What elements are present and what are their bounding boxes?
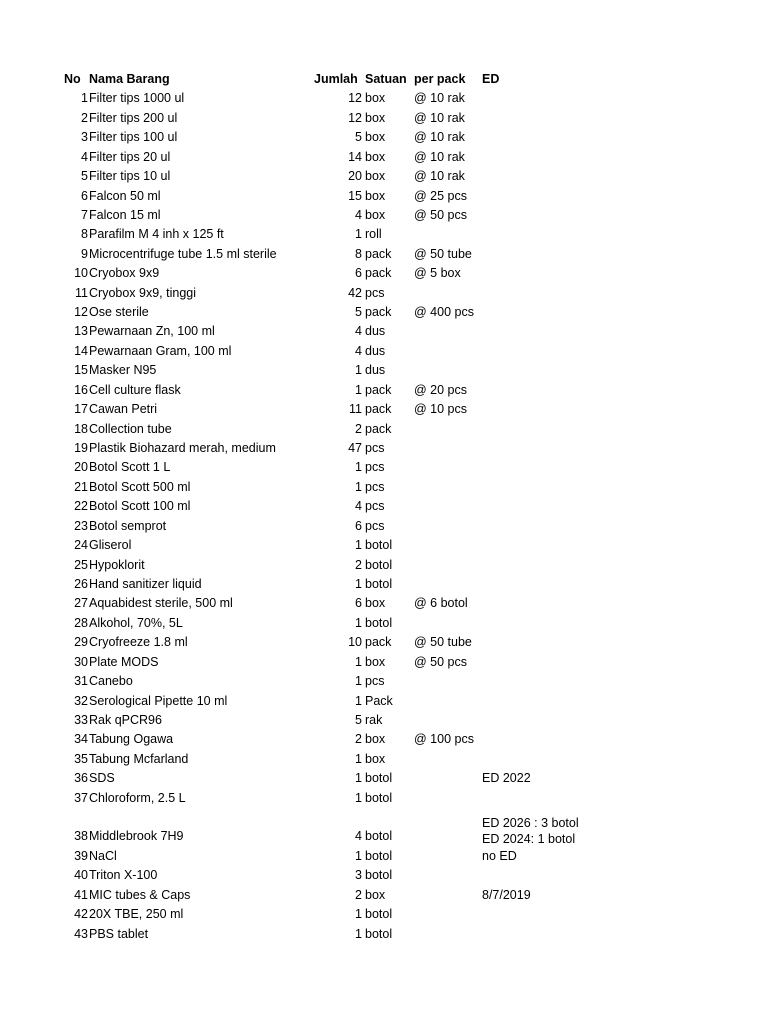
row-nama-barang: 20X TBE, 250 ml (89, 907, 184, 922)
row-per-pack: @ 100 pcs (414, 732, 474, 747)
row-jumlah: 1 (355, 538, 362, 553)
row-per-pack: @ 10 rak (414, 91, 465, 106)
table-row (0, 206, 768, 225)
row-jumlah: 4 (355, 324, 362, 339)
row-ed (482, 847, 517, 866)
header-ed: ED (482, 72, 500, 86)
row-nama-barang: Pewarnaan Zn, 100 ml (89, 324, 215, 339)
row-ed (482, 815, 579, 847)
table-row (0, 750, 768, 769)
row-nama-barang: Parafilm M 4 inh x 125 ft (89, 227, 224, 242)
row-nama-barang: Filter tips 200 ul (89, 110, 178, 125)
row-nama-barang: Falcon 15 ml (89, 207, 161, 222)
row-jumlah: 1 (355, 654, 362, 669)
row-jumlah: 12 (348, 110, 362, 125)
row-nama-barang: Plate MODS (89, 654, 159, 669)
row-satuan: box (365, 596, 386, 611)
row-no: 40 (74, 868, 88, 883)
row-no: 2 (81, 110, 88, 125)
row-no: 11 (75, 285, 88, 300)
row-jumlah: 5 (355, 130, 362, 145)
row-jumlah: 1 (355, 926, 362, 941)
row-satuan: botol (365, 829, 393, 844)
table-row (0, 381, 768, 400)
row-nama-barang: Triton X-100 (89, 868, 158, 883)
row-jumlah: 6 (355, 596, 362, 611)
row-satuan: pack (365, 382, 392, 397)
header-per-pack: per pack (414, 72, 466, 86)
row-per-pack: @ 50 pcs (414, 654, 467, 669)
row-no: 4 (81, 149, 88, 164)
row-no: 1 (81, 91, 88, 106)
row-nama-barang: Gliserol (89, 538, 132, 553)
row-jumlah: 5 (355, 305, 362, 320)
row-satuan: box (365, 130, 386, 145)
table-header-row (0, 70, 768, 89)
row-no: 24 (74, 538, 88, 553)
row-no: 32 (74, 693, 88, 708)
row-satuan: pack (365, 305, 392, 320)
row-no: 28 (74, 615, 88, 630)
table-row (0, 847, 768, 866)
row-jumlah: 1 (355, 907, 362, 922)
row-jumlah: 6 (355, 518, 362, 533)
row-nama-barang: PBS tablet (89, 926, 149, 941)
row-no: 10 (74, 266, 88, 281)
row-nama-barang: Filter tips 100 ul (89, 130, 178, 145)
row-jumlah: 4 (355, 343, 362, 358)
table-row (0, 789, 768, 808)
header-jumlah: Jumlah (314, 72, 358, 86)
table-row (0, 517, 768, 536)
row-jumlah: 1 (355, 771, 362, 786)
row-nama-barang: Rak qPCR96 (89, 712, 162, 727)
row-jumlah: 1 (355, 751, 362, 766)
row-no: 17 (74, 402, 88, 417)
row-nama-barang: NaCl (89, 848, 117, 863)
row-nama-barang: Pewarnaan Gram, 100 ml (89, 343, 232, 358)
row-per-pack: @ 10 pcs (414, 402, 467, 417)
row-per-pack: @ 10 rak (414, 169, 465, 184)
row-ed-line: ED 2022 (482, 771, 531, 786)
row-jumlah: 15 (348, 188, 362, 203)
table-row (0, 128, 768, 147)
row-no: 20 (74, 460, 88, 475)
row-no: 7 (81, 207, 88, 222)
row-satuan: botol (365, 538, 393, 553)
table-row (0, 420, 768, 439)
inventory-table (0, 70, 768, 944)
table-row (0, 439, 768, 458)
table-row (0, 730, 768, 749)
row-no: 35 (74, 751, 88, 766)
row-jumlah: 1 (355, 479, 362, 494)
row-jumlah: 12 (348, 91, 362, 106)
row-per-pack: @ 10 rak (414, 110, 465, 125)
row-jumlah: 1 (355, 227, 362, 242)
row-ed (482, 769, 531, 788)
row-satuan: pack (365, 635, 392, 650)
row-nama-barang: Hypoklorit (89, 557, 145, 572)
row-nama-barang: Botol Scott 1 L (89, 460, 171, 475)
row-nama-barang: Falcon 50 ml (89, 188, 161, 203)
row-satuan: botol (365, 790, 393, 805)
row-per-pack: @ 50 tube (414, 246, 472, 261)
row-jumlah: 2 (355, 887, 362, 902)
row-satuan: botol (365, 557, 393, 572)
row-no: 26 (74, 576, 88, 591)
row-no: 43 (74, 926, 88, 941)
row-nama-barang: Plastik Biohazard merah, medium (89, 441, 276, 456)
row-satuan: pack (365, 246, 392, 261)
row-per-pack: @ 20 pcs (414, 382, 467, 397)
table-row (0, 866, 768, 885)
row-per-pack: @ 10 rak (414, 130, 465, 145)
row-per-pack: @ 25 pcs (414, 188, 467, 203)
row-no: 36 (74, 771, 88, 786)
row-satuan: botol (365, 576, 393, 591)
row-nama-barang: Collection tube (89, 421, 172, 436)
row-jumlah: 1 (355, 382, 362, 397)
table-row (0, 264, 768, 283)
row-nama-barang: Botol semprot (89, 518, 167, 533)
table-row (0, 458, 768, 477)
row-satuan: pack (365, 421, 392, 436)
row-ed (482, 886, 531, 905)
row-jumlah: 4 (355, 829, 362, 844)
row-jumlah: 3 (355, 868, 362, 883)
row-satuan: pcs (365, 285, 385, 300)
row-no: 31 (74, 674, 88, 689)
row-no: 9 (81, 246, 88, 261)
row-satuan: box (365, 110, 386, 125)
table-row (0, 478, 768, 497)
header-no: No (64, 72, 81, 86)
row-satuan: box (365, 654, 386, 669)
row-satuan: pcs (365, 460, 385, 475)
row-jumlah: 20 (348, 169, 362, 184)
table-row (0, 342, 768, 361)
table-row (0, 594, 768, 613)
row-nama-barang: Alkohol, 70%, 5L (89, 615, 183, 630)
row-jumlah: 5 (355, 712, 362, 727)
row-nama-barang: Middlebrook 7H9 (89, 829, 184, 844)
row-no: 14 (74, 343, 88, 358)
row-nama-barang: Masker N95 (89, 363, 157, 378)
row-nama-barang: Microcentrifuge tube 1.5 ml sterile (89, 246, 277, 261)
row-no: 37 (74, 790, 88, 805)
row-jumlah: 2 (355, 732, 362, 747)
row-satuan: rak (365, 712, 383, 727)
row-satuan: box (365, 149, 386, 164)
row-jumlah: 1 (355, 790, 362, 805)
table-row (0, 167, 768, 186)
row-nama-barang: Hand sanitizer liquid (89, 576, 202, 591)
row-jumlah: 1 (355, 674, 362, 689)
row-no: 8 (81, 227, 88, 242)
row-no: 12 (74, 305, 88, 320)
row-jumlah: 2 (355, 421, 362, 436)
row-nama-barang: Cawan Petri (89, 402, 158, 417)
row-nama-barang: Cryofreeze 1.8 ml (89, 635, 188, 650)
table-row (0, 905, 768, 924)
table-row (0, 692, 768, 711)
row-no: 5 (81, 169, 88, 184)
row-nama-barang: Cryobox 9x9, tinggi (89, 285, 197, 300)
row-jumlah: 42 (348, 285, 362, 300)
row-no: 25 (74, 557, 88, 572)
row-no: 3 (81, 130, 88, 145)
table-row (0, 769, 768, 788)
row-satuan: pcs (365, 441, 385, 456)
table-row (0, 925, 768, 944)
row-no: 16 (74, 382, 88, 397)
row-jumlah: 8 (355, 246, 362, 261)
row-satuan: pack (365, 402, 392, 417)
row-ed-line: ED 2024: 1 botol (482, 831, 576, 846)
row-no: 38 (74, 829, 88, 844)
row-satuan: box (365, 751, 386, 766)
row-satuan: roll (365, 227, 382, 242)
row-jumlah: 10 (348, 635, 362, 650)
table-body (0, 89, 768, 944)
row-jumlah: 47 (348, 441, 362, 456)
table-row (0, 361, 768, 380)
row-nama-barang: Botol Scott 100 ml (89, 499, 191, 514)
table-row (0, 187, 768, 206)
row-nama-barang: MIC tubes & Caps (89, 887, 191, 902)
row-satuan: botol (365, 848, 393, 863)
row-satuan: box (365, 169, 386, 184)
row-no: 29 (74, 635, 88, 650)
row-satuan: pcs (365, 674, 385, 689)
row-jumlah: 1 (355, 615, 362, 630)
row-nama-barang: Canebo (89, 674, 133, 689)
table-row (0, 400, 768, 419)
row-per-pack: @ 50 tube (414, 635, 472, 650)
row-ed-line: no ED (482, 848, 517, 863)
row-no: 13 (74, 324, 88, 339)
row-nama-barang: Cell culture flask (89, 382, 181, 397)
row-no: 18 (74, 421, 88, 436)
row-no: 41 (74, 887, 88, 902)
row-no: 34 (74, 732, 88, 747)
row-satuan: box (365, 91, 386, 106)
row-satuan: box (365, 887, 386, 902)
table-row (0, 497, 768, 516)
row-jumlah: 1 (355, 363, 362, 378)
row-nama-barang: Aquabidest sterile, 500 ml (89, 596, 233, 611)
row-satuan: botol (365, 907, 393, 922)
row-no: 30 (74, 654, 88, 669)
row-nama-barang: Tabung Mcfarland (89, 751, 189, 766)
row-per-pack: @ 10 rak (414, 149, 465, 164)
row-satuan: pack (365, 266, 392, 281)
table-row (0, 245, 768, 264)
row-jumlah: 14 (348, 149, 362, 164)
row-satuan: botol (365, 771, 393, 786)
row-nama-barang: Ose sterile (89, 305, 149, 320)
row-satuan: pcs (365, 518, 385, 533)
row-nama-barang: Cryobox 9x9 (89, 266, 160, 281)
row-no: 21 (74, 479, 88, 494)
table-row (0, 672, 768, 691)
table-row (0, 653, 768, 672)
row-no: 33 (74, 712, 88, 727)
row-no: 23 (74, 518, 88, 533)
table-row (0, 225, 768, 244)
row-nama-barang: Serological Pipette 10 ml (89, 693, 228, 708)
row-jumlah: 1 (355, 576, 362, 591)
row-satuan: dus (365, 324, 386, 339)
table-row (0, 808, 768, 847)
row-per-pack: @ 400 pcs (414, 305, 474, 320)
row-per-pack: @ 5 box (414, 266, 461, 281)
table-row (0, 109, 768, 128)
row-satuan: box (365, 188, 386, 203)
row-jumlah: 1 (355, 460, 362, 475)
row-no: 27 (74, 596, 88, 611)
row-jumlah: 4 (355, 499, 362, 514)
row-no: 22 (74, 499, 88, 514)
table-row (0, 575, 768, 594)
table-row (0, 89, 768, 108)
row-nama-barang: Filter tips 20 ul (89, 149, 171, 164)
row-satuan: dus (365, 363, 386, 378)
row-satuan: box (365, 207, 386, 222)
row-jumlah: 6 (355, 266, 362, 281)
row-jumlah: 4 (355, 207, 362, 222)
row-jumlah: 1 (355, 848, 362, 863)
row-no: 15 (74, 363, 88, 378)
row-no: 6 (81, 188, 88, 203)
row-ed-line: 8/7/2019 (482, 887, 531, 902)
row-satuan: dus (365, 343, 386, 358)
row-nama-barang: SDS (89, 771, 115, 786)
row-ed-line: ED 2026 : 3 botol (482, 815, 579, 830)
table-row (0, 886, 768, 905)
table-row (0, 633, 768, 652)
row-nama-barang: Filter tips 1000 ul (89, 91, 185, 106)
table-row (0, 148, 768, 167)
row-nama-barang: Botol Scott 500 ml (89, 479, 191, 494)
table-row (0, 711, 768, 730)
table-row (0, 284, 768, 303)
table-row (0, 322, 768, 341)
row-satuan: pcs (365, 499, 385, 514)
row-satuan: pcs (365, 479, 385, 494)
row-satuan: box (365, 732, 386, 747)
row-satuan: Pack (365, 693, 393, 708)
row-nama-barang: Filter tips 10 ul (89, 169, 171, 184)
row-jumlah: 11 (349, 402, 362, 417)
row-no: 39 (74, 848, 88, 863)
row-nama-barang: Tabung Ogawa (89, 732, 174, 747)
table-row (0, 556, 768, 575)
table-row (0, 614, 768, 633)
table-row (0, 303, 768, 322)
row-nama-barang: Chloroform, 2.5 L (89, 790, 186, 805)
header-nama-barang: Nama Barang (89, 72, 170, 86)
header-satuan: Satuan (365, 72, 407, 86)
row-per-pack: @ 6 botol (414, 596, 468, 611)
row-jumlah: 2 (355, 557, 362, 572)
row-satuan: botol (365, 926, 393, 941)
row-no: 42 (74, 907, 88, 922)
table-row (0, 536, 768, 555)
row-jumlah: 1 (355, 693, 362, 708)
row-satuan: botol (365, 615, 393, 630)
row-per-pack: @ 50 pcs (414, 207, 467, 222)
row-satuan: botol (365, 868, 393, 883)
row-no: 19 (74, 441, 88, 456)
